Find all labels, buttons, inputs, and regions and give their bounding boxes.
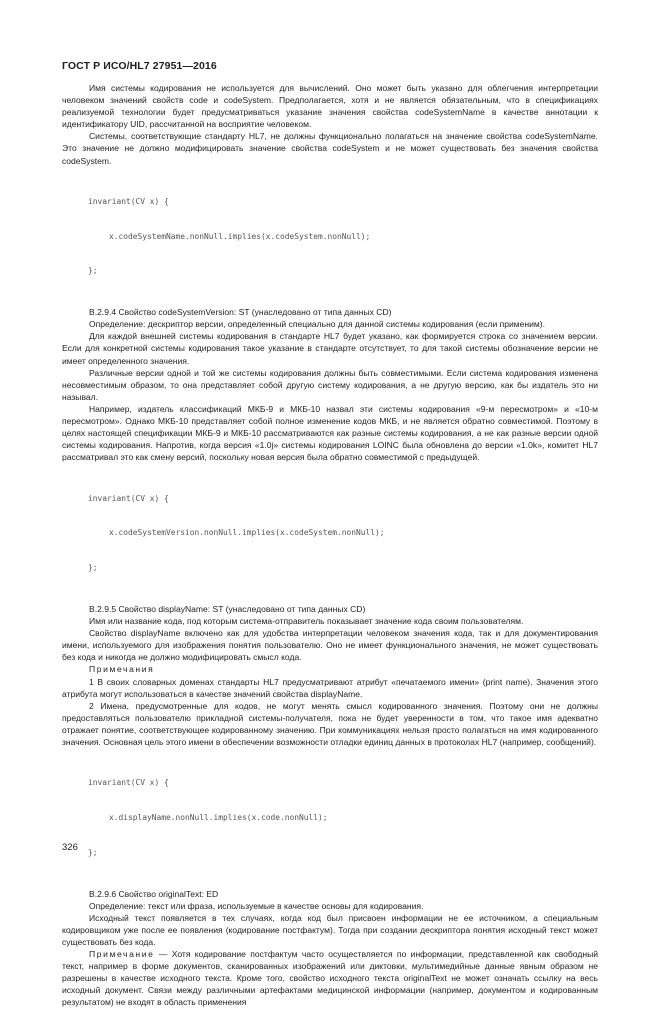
code-line: x.codeSystemName.nonNull.implies(x.codeSystem.nonNull); [109, 231, 371, 241]
code-line: invariant(CV x) { [88, 493, 169, 503]
page-number: 326 [62, 842, 78, 853]
note-text: — Хотя кодирование постфактум часто осуществляется по информации, представленной как свободный текст, например в форме документов, сканированных изображений или диктовки, мультимедийные данные явным образом не разрешены в качестве исходного текста. Кроме того, свойство исходного текста originalText не может означать ссылку на весь исходный документ. Связи между различными артефактами медицинской информации (например, документом и кодированным результатом) не входят в область применения [62, 949, 598, 1008]
paragraph: Определение: текст или фраза, используемые в качестве основы для кодирования. [89, 900, 424, 911]
paragraph: Например, издатель классификаций МКБ-9 и МКБ-10 назвал эти системы кодирования «9-м пересмотром» и «10-м пересмотром». Однако МКБ-10 представляет собой полное изменение кодов МКБ, и не является обратно совместимой. Поэтому в целях настоящей спецификации МКБ-9 и МКБ-10 рассматриваются как разные системы кодирования, а не как разные версии одной системы кодирования. Напротив, когда версия «1.0j» системы кодирования LOINC была обновлена до версии «1.0k», комитет HL7 рассматривал это как смену версий, поскольку новая версия была обратно совместимой с предыдущей. [62, 403, 598, 463]
code-line: }; [88, 266, 98, 276]
code-block [62, 469, 598, 597]
paragraph: Исходный текст появляется в тех случаях, когда код был присвоен информации не ее источником, а специальным кодировщиком уже после ее появления (кодирование постфактум). Тогда при создании дескриптора понятия исходный текст может существовать без кода. [62, 912, 598, 947]
code-line: x.displayName.nonNull.implies(x.code.nonNull); [109, 813, 328, 823]
paragraph: Имя системы кодирования не используется для вычислений. Оно может быть указано для облегчения интерпретации человеком значений свойств code и codeSystem. Предполагается, хотя и не является обязательным, что в спецификациях реализуемой технологии будет предусматриваться указание значения свойства codeSystemName в качестве аннотации к идентификатору UID, рассчитанной на восприятие человеком. [62, 83, 598, 130]
section-heading: B.2.9.6 Свойство originalText: ED [89, 888, 219, 899]
note-label: Примечание [89, 949, 155, 960]
note-paragraph: 1 В своих словарных доменах стандарты HL7 предусматривают атрибут «печатаемого имени» (print name). Значения этого атрибута могут использоваться в качестве значений свойства displayName. [62, 676, 598, 699]
code-block [62, 173, 598, 301]
code-line: x.codeSystemVersion.nonNull.implies(x.codeSystem.nonNull); [109, 528, 385, 538]
code-block [62, 754, 598, 882]
code-line: }; [88, 847, 98, 857]
code-line: invariant(CV x) { [88, 196, 169, 206]
paragraph: Для каждой внешней системы кодирования в стандарте HL7 будет указано, как формируется строка со значением версии. Если для конкретной системы кодирования такое указание в стандарте отсутствует, то для такой системы обозначение версии не имеет определенного значения. [62, 331, 598, 366]
paragraph: Имя или название кода, под которым система-отправитель показывает значение кода своим пользователям. [89, 616, 524, 627]
paragraph: Системы, соответствующие стандарту HL7, не должны функционально полагаться на значение свойства codeSystemName. Это значение не должно модифицировать значение свойства codeSystem и не может существовать без значения свойства codeSystem. [62, 131, 598, 166]
notes-label: Примечания [89, 664, 155, 675]
code-line: }; [88, 563, 98, 573]
code-line: invariant(CV x) { [88, 778, 169, 788]
section-heading: B.2.9.5 Свойство displayName: ST (унаследовано от типа данных CD) [89, 603, 366, 614]
paragraph: Различные версии одной и той же системы кодирования должны быть совместимыми. Если система кодирования изменена несовместимым образом, то она представляет собой другую систему кодирования, а не другую версию, как бы издатель это ни называл. [62, 367, 598, 402]
section-heading: B.2.9.4 Свойство codeSystemVersion: ST (унаследовано от типа данных CD) [89, 307, 392, 318]
note-paragraph: 2 Имена, предусмотренные для кодов, не могут менять смысл кодированного значения. Поэтому они не должны предоставляться пользователю прикладной системы-получателя, пока не будет уверенности в том, что такое имя адекватно отражает понятие, соответствующее кодированному значению. При коммуникациях нельзя просто полагаться на имя кодированного значения. Основная цель этого имени в обеспечении возможности отладки единиц данных в протоколах HL7 (например, сообщений). [62, 700, 598, 747]
document-body [62, 82, 598, 1009]
paragraph: Свойство displayName включено как для удобства интерпретации человеком значения кода, так и для документирования имени, используемого для изображения понятия пользователю. Оно не имеет функционального значения, не может существовать без кода и никогда не должно модифицировать смысл кода. [62, 628, 598, 663]
page-header: ГОСТ Р ИСО/HL7 27951—2016 [62, 60, 217, 72]
note-paragraph [62, 948, 598, 1008]
paragraph: Определение: дескриптор версии, определенный специально для данной системы кодирования (если применим). [89, 319, 546, 330]
